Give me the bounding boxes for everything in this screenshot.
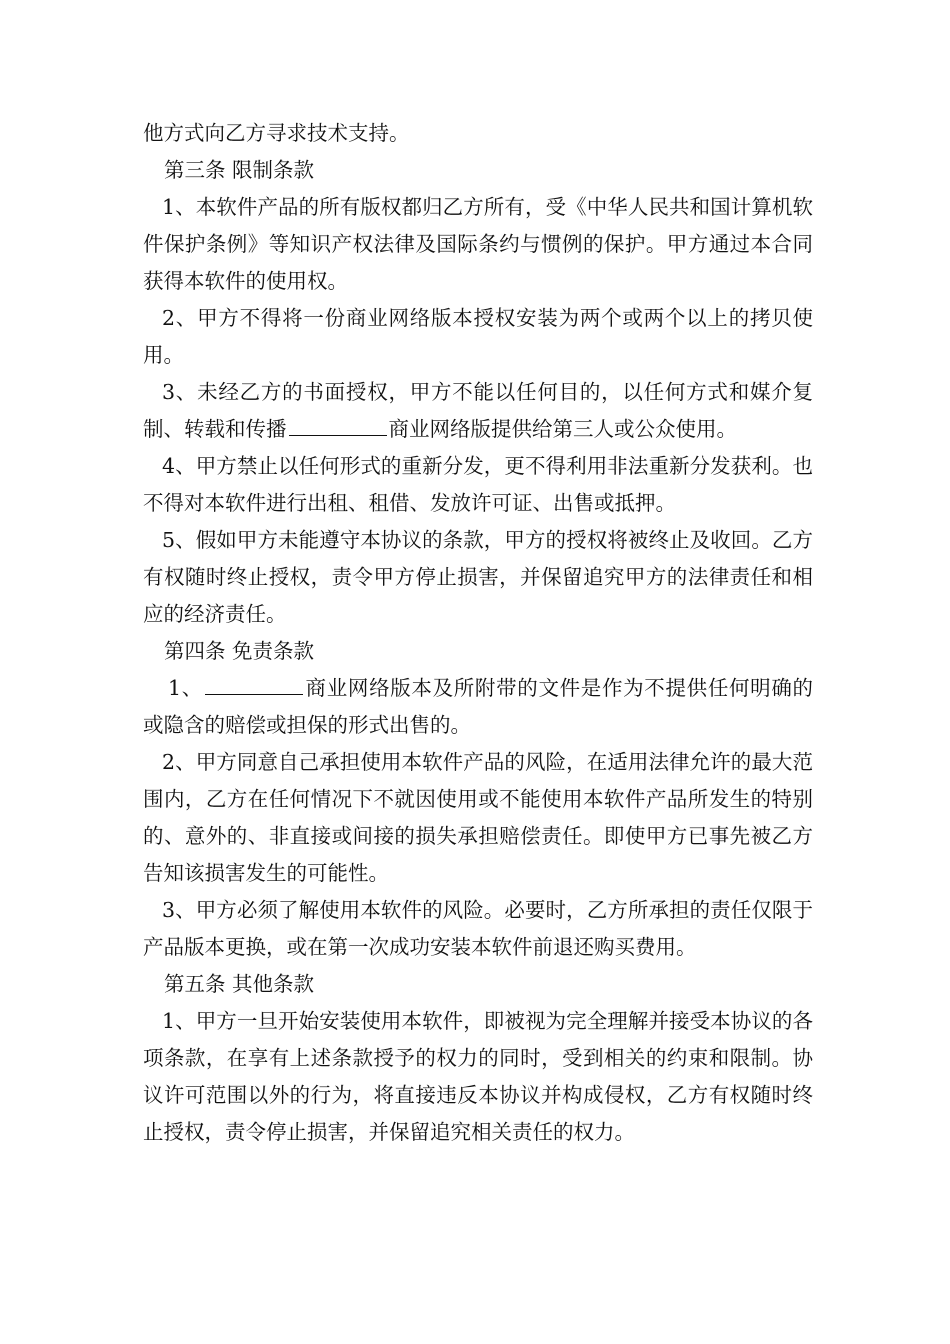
blank-underline [289,413,387,436]
article-3-item-1: 1、本软件产品的所有版权都归乙方所有，受《中华人民共和国计算机软件保护条例》等知识产权法律及国际条约与惯例的保护。甲方通过本合同获得本软件的使用权。 [143,195,813,293]
article-3-item-4: 4、甲方禁止以任何形式的重新分发，更不得利用非法重新分发获利。也不得对本软件进行出租、租借、发放许可证、出售或抵押。 [143,454,813,515]
article-3-item-5: 5、假如甲方未能遵守本协议的条款，甲方的授权将被终止及收回。乙方有权随时终止授权，责令甲方停止损害，并保留追究甲方的法律责任和相应的经济责任。 [143,528,813,626]
article-4-item-2: 2、甲方同意自己承担使用本软件产品的风险，在适用法律允许的最大范围内，乙方在任何情况下不就因使用或不能使用本软件产品所发生的特别的、意外的、非直接或间接的损失承担赔偿责任。即使甲方已事先被乙方告知该损害发生的可能性。 [143,750,813,885]
article-3-item-3-text-a: 3、未经乙方的书面授权，甲方不能以任何目的，以任何方式和媒介复制、转载和传播 [143,380,813,441]
article-4-item-3: 3、甲方必须了解使用本软件的风险。必要时，乙方所承担的责任仅限于产品版本更换，或在第一次成功安装本软件前退还购买费用。 [143,898,813,959]
article-4-item-1-text-b: 商业网络版本及所附带的文件是作为不提供任何明确的或隐含的赔偿或担保的形式出售的。 [143,676,813,737]
article-3-item-3-text-b: 商业网络版提供给第三人或公众使用。 [388,417,737,441]
article-4-heading: 第四条 免责条款 [164,639,315,663]
blank-underline [205,672,303,695]
article-3-heading: 第三条 限制条款 [164,158,315,182]
article-5-item-1: 1、甲方一旦开始安装使用本软件，即被视为完全理解并接受本协议的各项条款，在享有上述条款授予的权力的同时，受到相关的约束和限制。协议许可范围以外的行为，将直接违反本协议并构成侵权，乙方有权随时终止授权，责令停止损害，并保留追究相关责任的权力。 [143,1009,813,1144]
article-5-heading: 第五条 其他条款 [164,972,315,996]
article-3-item-2: 2、甲方不得将一份商业网络版本授权安装为两个或两个以上的拷贝使用。 [143,306,813,367]
article-3-item-3 [143,374,813,448]
article-4-item-1 [143,670,813,744]
document-page [143,115,813,1151]
paragraph-continuation: 他方式向乙方寻求技术支持。 [143,121,410,145]
article-4-item-1-text-a: 1、 [168,676,203,700]
